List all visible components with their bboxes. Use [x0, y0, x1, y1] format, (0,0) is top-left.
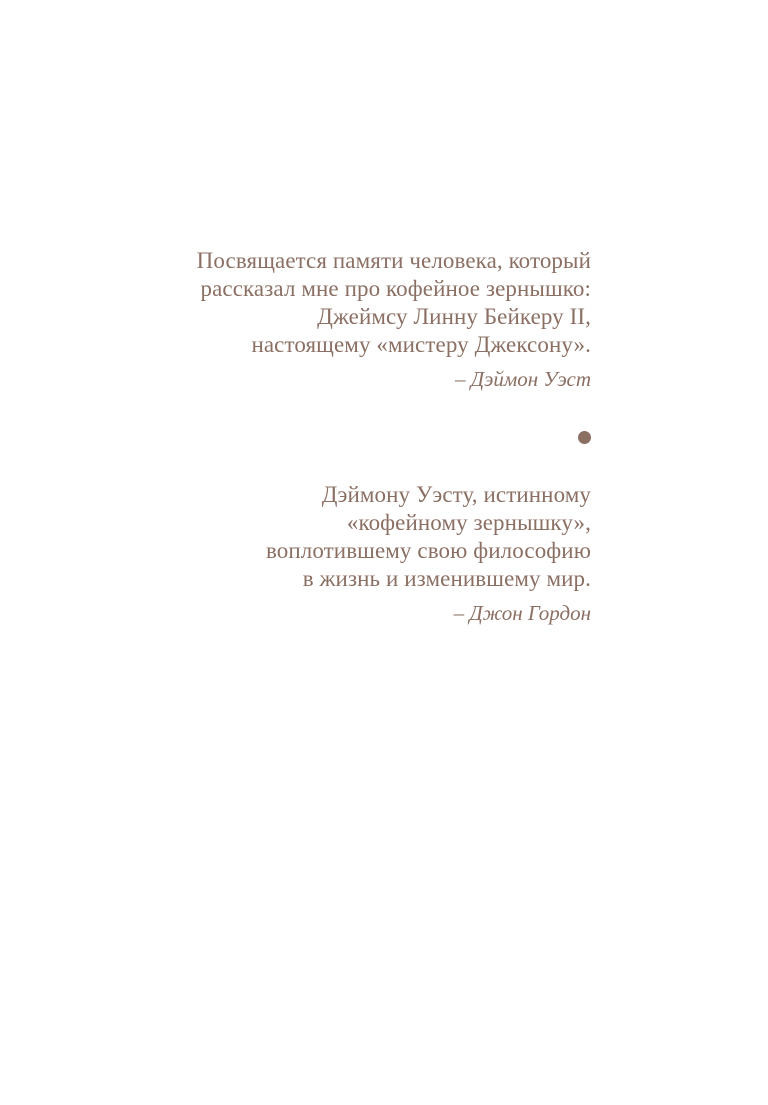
dedication-block-2 — [121, 481, 591, 625]
dedication-block-1 — [121, 247, 591, 391]
dedication-signature: – Дэймон Уэст — [454, 367, 591, 391]
dedication-line: Дэймону Уэсту, истинному — [321, 482, 591, 507]
divider-dot — [578, 431, 591, 444]
dedication-line: Джеймсу Линну Бейкеру II, — [317, 304, 591, 329]
dedication-line: воплотившему свою философию — [265, 538, 591, 563]
dedication-line: в жизнь и изменившему мир. — [302, 566, 591, 591]
dedication-line: настоящему «мистеру Джексону». — [251, 332, 591, 357]
dedication-line: Посвящается памяти человека, который — [196, 248, 591, 273]
dedication-signature: – Джон Гордон — [453, 601, 591, 625]
dedication-line: рассказал мне про кофейное зернышко: — [200, 276, 591, 301]
dedication-line: «кофейному зернышку», — [346, 510, 591, 535]
